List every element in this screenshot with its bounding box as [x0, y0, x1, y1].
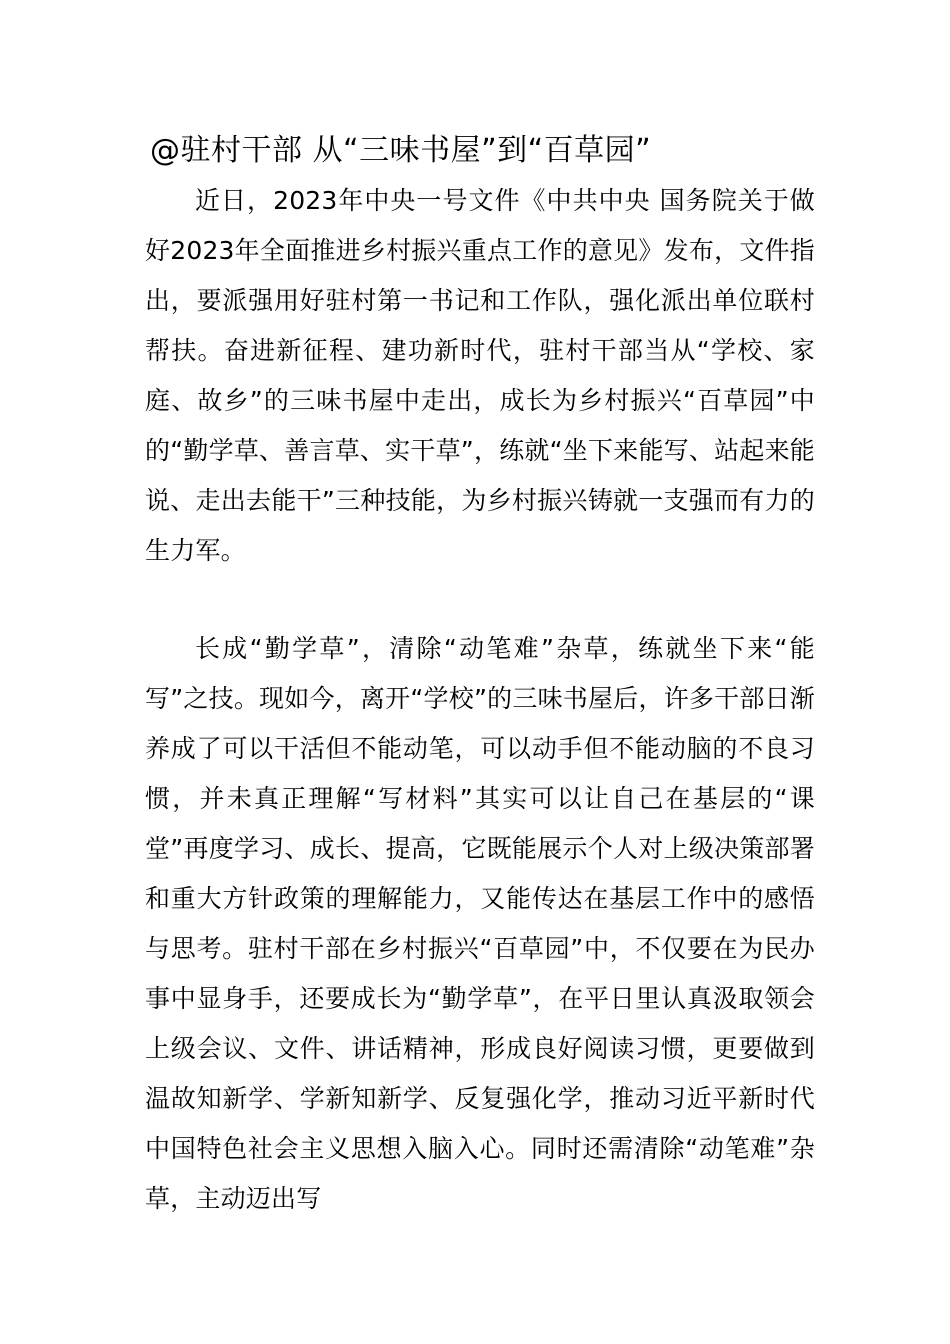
- paragraph-2: 长成“勤学草”，清除“动笔难”杂草，练就坐下来“能写”之技。现如今，离开“学校”的三味书屋后，许多干部日渐养成了可以干活但不能动笔，可以动手但不能动脑的不良习惯，并未真正理解“写材料”其实可以让自己在基层的“课堂”再度学习、成长、提高，它既能展示个人对上级决策部署和重大方针政策的理解能力，又能传达在基层工作中的感悟与思考。驻村干部在乡村振兴“百草园”中，不仅要在为民办事中显身手，还要成长为“勤学草”，在平日里认真汲取领会上级会议、文件、讲话精神，形成良好阅读习惯，更要做到温故知新学、学新知新学、反复强化学，推动习近平新时代中国特色社会主义思想入脑入心。同时还需清除“动笔难”杂草，主动迈出写: [145, 634, 815, 1213]
- paragraph-1: 近日，2023年中央一号文件《中共中央 国务院关于做好2023年全面推进乡村振兴重点工作的意见》发布，文件指出，要派强用好驻村第一书记和工作队，强化派出单位联村帮扶。奋进新征程、建功新时代，驻村干部当从“学校、家庭、故乡”的三味书屋中走出，成长为乡村振兴“百草园”中的“勤学草、善言草、实干草”，练就“坐下来能写、站起来能说、走出去能干”三种技能，为乡村振兴铸就一支强而有力的生力军。: [145, 186, 815, 565]
- document-title: @驻村干部 从“三味书屋”到“百草园”: [150, 133, 652, 168]
